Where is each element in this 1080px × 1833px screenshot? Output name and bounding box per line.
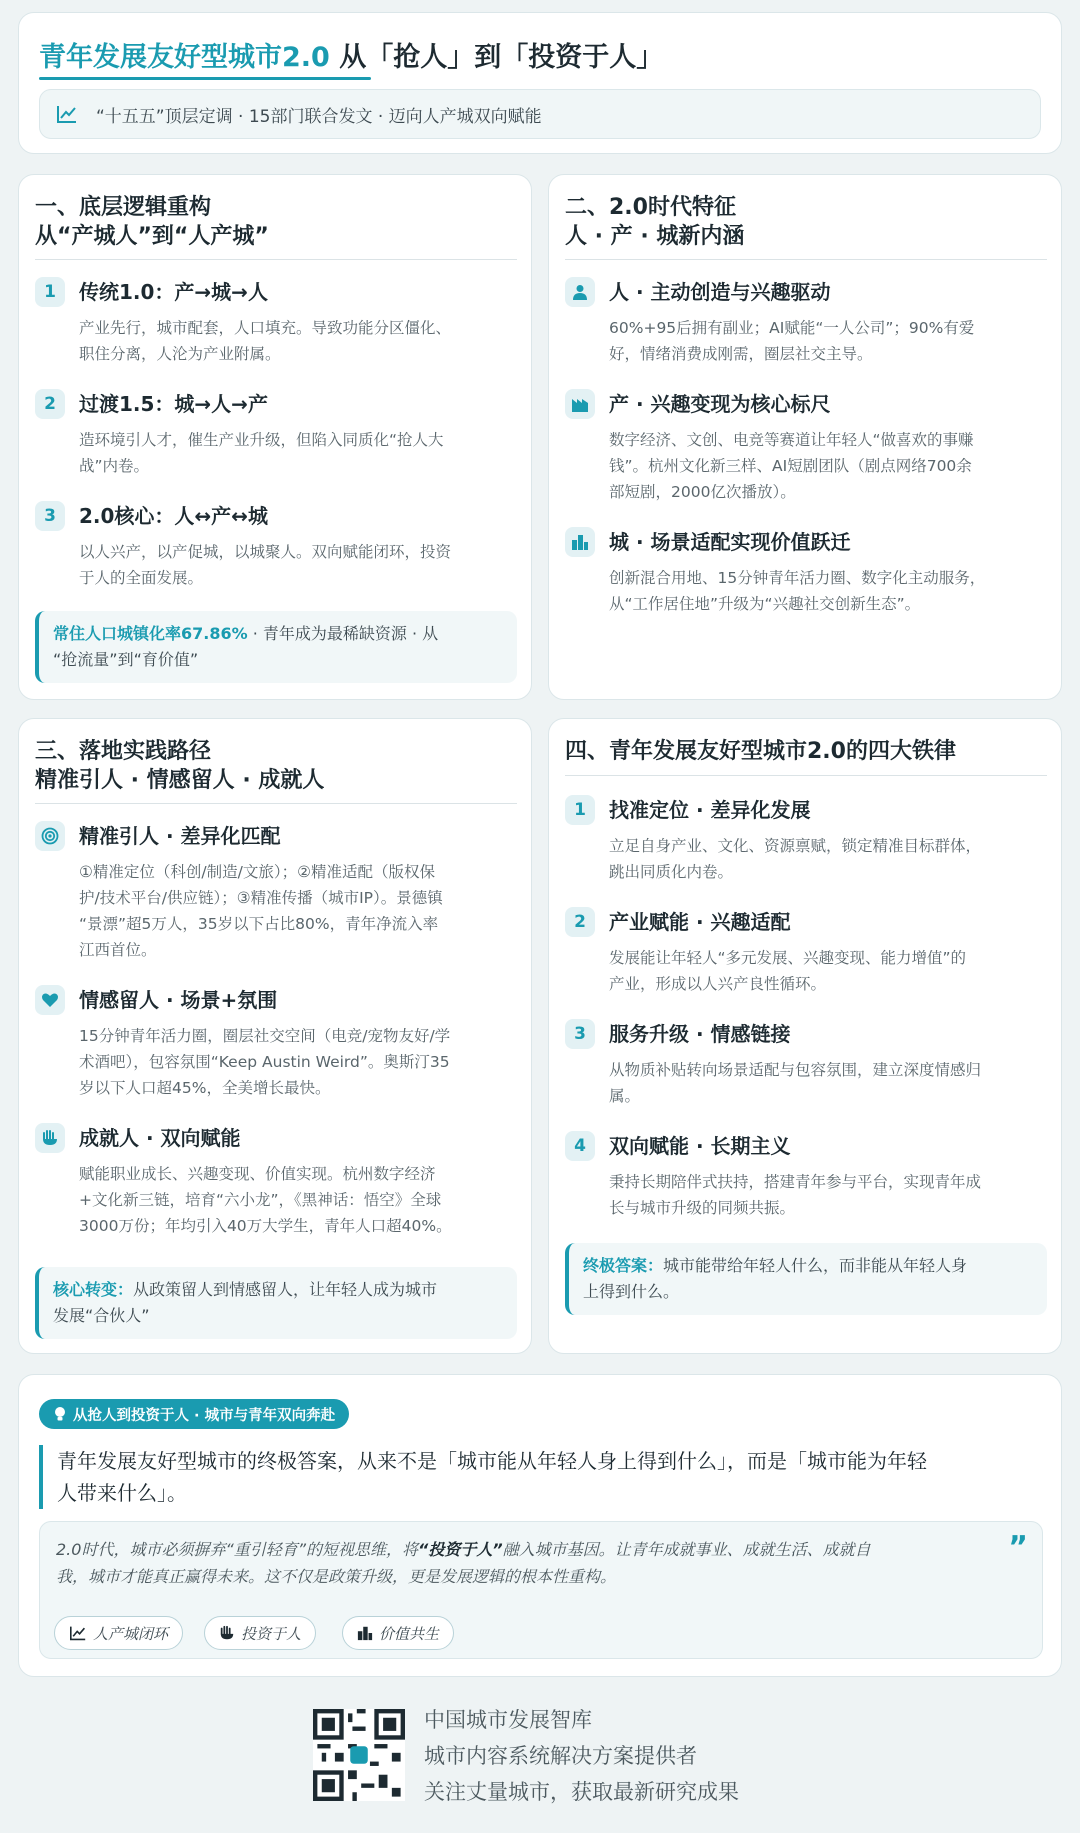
callout-highlight: 核心转变： [53, 1280, 134, 1299]
tag-label: 投资于人 [241, 1624, 302, 1643]
line-chart-icon [56, 104, 78, 124]
number-badge: 1 [35, 277, 65, 307]
item-title: 产 · 兴趣变现为核心标尺 [609, 392, 831, 416]
item-desc: 数字经济、文创、电竞等赛道让年轻人“做喜欢的事赚 钱”。杭州文化新三样、AI短剧团队（剧点网络700余 部短剧，2000亿次播放）。 [609, 431, 974, 501]
page-title [39, 35, 663, 75]
callout-note [35, 1267, 517, 1339]
callout-text-line2: 上得到什么。 [583, 1282, 680, 1301]
summary-statement: 青年发展友好型城市的终极答案，从来不是「城市能从年轻人身上得到什么」，而是「城市能为年轻 人带来什么」。 [39, 1445, 1043, 1509]
item-desc: 立足自身产业、文化、资源禀赋，锁定精准目标群体， 跳出同质化内卷。 [609, 837, 982, 881]
number-badge: 4 [565, 1131, 595, 1161]
item-title: 成就人 · 双向赋能 [79, 1126, 241, 1150]
divider [35, 803, 517, 804]
subtitle-text: “十五五”顶层定调 · 15部门联合发文 · 迈向人产城双向赋能 [96, 106, 542, 127]
quote-box [39, 1521, 1043, 1659]
number-badge: 2 [35, 389, 65, 419]
quote-mark-icon: ” [1008, 1530, 1028, 1565]
header-card [18, 12, 1062, 154]
title-underline [39, 77, 371, 80]
callout-text-line2: “抢流量”到“育价值” [53, 650, 199, 669]
item-desc: 秉持长期陪伴式扶持，搭建青年参与平台，实现青年成 长与城市升级的同频共振。 [609, 1173, 982, 1217]
tag-label: 价值共生 [379, 1624, 440, 1643]
item-desc: 60%+95后拥有副业；AI赋能“一人公司”；90%有爱 好，情绪消费成刚需，圈层社交主导。 [609, 319, 975, 363]
item-title: 双向赋能 · 长期主义 [609, 1134, 791, 1158]
item-title: 过渡1.5：城→人→产 [79, 392, 268, 416]
number-badge: 3 [565, 1019, 595, 1049]
item-title: 精准引人 · 差异化匹配 [79, 824, 281, 848]
callout-text: · 青年成为最稀缺资源 · 从 [247, 624, 439, 643]
tag-chip [204, 1616, 316, 1650]
divider [565, 259, 1047, 260]
section-title-line2: 从“产城人”到“人产城” [35, 224, 269, 249]
lightbulb-icon [53, 1406, 67, 1422]
section-rules-card [548, 718, 1062, 1354]
footer-org-name: 中国城市发展智库 [424, 1708, 592, 1732]
tag-label: 人产城闭环 [93, 1624, 169, 1643]
divider [35, 259, 517, 260]
section-title [35, 737, 324, 795]
page-title-rest: 从「抢人」到「投资于人」 [329, 42, 664, 73]
city-icon [565, 527, 595, 557]
section-features-card [548, 174, 1062, 700]
footer-cta: 关注丈量城市，获取最新研究成果 [424, 1780, 739, 1804]
qr-code[interactable] [313, 1709, 405, 1801]
subtitle-bar [39, 89, 1041, 139]
callout-note [565, 1243, 1047, 1315]
item-title: 产业赋能 · 兴趣适配 [609, 910, 791, 934]
person-icon [565, 277, 595, 307]
callout-text-line2: 发展“合伙人” [53, 1306, 150, 1325]
item-title: 人 · 主动创造与兴趣驱动 [609, 280, 831, 304]
item-desc: 以人兴产，以产促城，以城聚人。双向赋能闭环，投资 于人的全面发展。 [79, 543, 452, 587]
number-badge: 1 [565, 795, 595, 825]
target-icon [35, 821, 65, 851]
item-title: 服务升级 · 情感链接 [609, 1022, 791, 1046]
section-title [35, 193, 269, 251]
number-badge: 2 [565, 907, 595, 937]
footer-tagline: 城市内容系统解决方案提供者 [424, 1744, 697, 1768]
city-icon [357, 1625, 373, 1641]
callout-text: 从政策留人到情感留人，让年轻人成为城市 [133, 1280, 438, 1299]
hands-icon [219, 1625, 235, 1641]
item-desc: ①精准定位（科创/制造/文旅）；②精准适配（版权保 护/技术平台/供应链）；③精准传播（城市IP）。景德镇 “景漂”超5万人，35岁以下占比80%，青年净流入率 江西首位。 [79, 863, 443, 959]
callout-text: 城市能带给年轻人什么，而非能从年轻人身 [663, 1256, 968, 1275]
tag-chip [342, 1616, 454, 1650]
summary-pill [39, 1399, 349, 1429]
section-title: 四、青年发展友好型城市2.0的四大铁律 [565, 739, 956, 764]
line-chart-icon [69, 1625, 87, 1641]
item-title: 找准定位 · 差异化发展 [609, 798, 811, 822]
item-desc: 赋能职业成长、兴趣变现、价值实现。杭州数字经济 +文化新三链，培育“六小龙”，《黑神话：悟空》全球 3000万份；年均引入40万大学生，青年人口超40%。 [79, 1165, 452, 1235]
section-practice-card [18, 718, 532, 1354]
item-desc: 发展能让年轻人“多元发展、兴趣变现、能力增值”的 产业，形成以人兴产良性循环。 [609, 949, 967, 993]
divider [565, 775, 1047, 776]
summary-card [18, 1374, 1062, 1677]
item-desc: 造环境引人才，催生产业升级，但陷入同质化“抢人大 战”内卷。 [79, 431, 444, 475]
hands-icon [35, 1123, 65, 1153]
heart-icon [35, 985, 65, 1015]
section-title-line1: 二、2.0时代特征 [565, 195, 736, 220]
section-title-line2: 精准引人 · 情感留人 · 成就人 [35, 768, 325, 793]
section-title-line1: 一、底层逻辑重构 [35, 195, 212, 220]
section-title-line1: 三、落地实践路径 [35, 739, 212, 764]
callout-highlight: 常住人口城镇化率67.86% [53, 624, 248, 643]
item-title: 情感留人 · 场景+氛围 [79, 988, 278, 1012]
item-desc: 15分钟青年活力圈，圈层社交空间（电竞/宠物友好/学 术酒吧），包容氛围“Keep Austin Weird”。奥斯汀35 岁以下人口超45%，全美增长最快。 [79, 1027, 451, 1097]
factory-icon [565, 389, 595, 419]
item-title: 城 · 场景适配实现价值跃迁 [609, 530, 851, 554]
section-logic-card [18, 174, 532, 700]
item-title: 传统1.0：产→城→人 [79, 280, 268, 304]
tag-chip [54, 1616, 183, 1650]
section-title [565, 193, 744, 251]
callout-note [35, 611, 517, 683]
page-title-accent: 青年发展友好型城市2.0 [39, 42, 330, 73]
item-title: 2.0核心：人↔产↔城 [79, 504, 268, 528]
number-badge: 3 [35, 501, 65, 531]
item-desc: 创新混合用地、15分钟青年活力圈、数字化主动服务， 从“工作居住地”升级为“兴趣社交创新生态”。 [609, 569, 986, 613]
section-title-line2: 人 · 产 · 城新内涵 [565, 224, 745, 249]
quote-text: 2.0时代，城市必须摒弃“重引轻育”的短视思维，将“投资于人”融入城市基因。让青年成就事业、成就生活、成就自 我，城市才能真正赢得未来。这不仅是政策升级，更是发展逻辑的根本性重构。 [56, 1540, 871, 1586]
item-desc: 从物质补贴转向场景适配与包容氛围，建立深度情感归 属。 [609, 1061, 982, 1105]
summary-pill-label: 从抢人到投资于人 · 城市与青年双向奔赴 [73, 1407, 336, 1424]
item-desc: 产业先行，城市配套，人口填充。导致功能分区僵化、 职住分离，人沦为产业附属。 [79, 319, 452, 363]
callout-highlight: 终极答案： [583, 1256, 664, 1275]
